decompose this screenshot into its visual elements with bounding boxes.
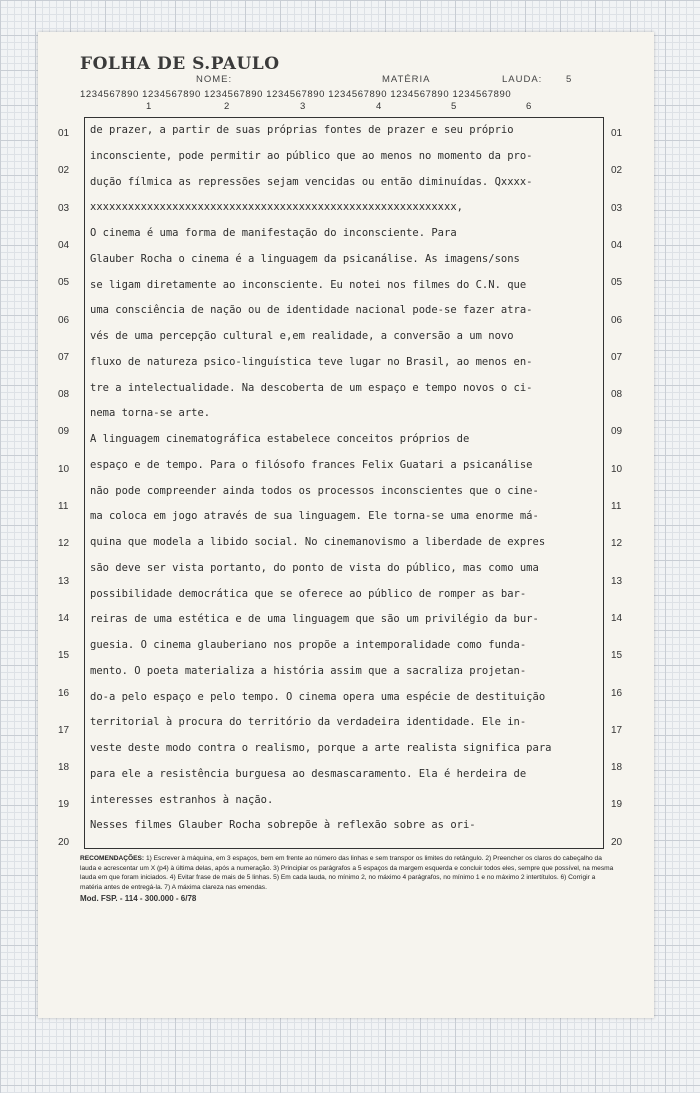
lauda-value: 5 (566, 74, 573, 85)
line-number-right: 03 (611, 202, 623, 214)
line-number-right: 01 (611, 128, 623, 139)
line-number-left: 01 (58, 128, 70, 139)
line-number-left: 07 (58, 351, 70, 363)
typed-line: vés de uma percepção cultural e,em realidade, a conversão a um novo (90, 330, 514, 342)
line-number-right: 09 (611, 426, 623, 438)
typed-line: fluxo de natureza psico-linguística teve lugar no Brasil, ao menos en- (90, 355, 533, 368)
line-number-right: 02 (611, 165, 623, 177)
line-number-left: 13 (58, 575, 70, 587)
column-ruler: 1234567890 1234567890 1234567890 1234567890 1234567890 1234567890 1234567890 (80, 89, 512, 100)
line-number-left: 14 (58, 612, 70, 624)
newspaper-logo: FOLHA DE S.PAULO (80, 54, 280, 74)
line-number-right: 16 (611, 687, 623, 699)
line-number-left: 05 (58, 277, 70, 289)
typed-line: para ele a resistência burguesa ao desmascaramento. Ela é herdeira de (90, 767, 527, 780)
line-number-right: 13 (611, 575, 623, 587)
typed-line: não pode compreender ainda todos os processos inconscientes que o cine- (90, 484, 539, 497)
typed-line: espaço e de tempo. Para o filósofo frances Felix Guatari a psicanálise (90, 458, 533, 471)
line-number-left: 08 (58, 389, 70, 401)
line-number-left: 02 (58, 165, 70, 177)
typed-line: inconsciente, pode permitir ao público que ao menos no momento da pro- (90, 149, 533, 162)
column-marker: 2 (224, 101, 230, 112)
line-number-left: 04 (58, 239, 70, 251)
line-number-left: 12 (58, 538, 70, 550)
line-number-left: 09 (58, 426, 70, 438)
typed-line: possibilidade democrática que se oferece ao público de romper as bar- (90, 587, 527, 600)
typed-line: reiras de uma estética e de uma linguagem que são um privilégio da bur- (90, 613, 539, 626)
line-number-right: 05 (611, 277, 623, 289)
line-number-left: 03 (58, 202, 70, 214)
recommendations-footer (80, 854, 615, 892)
typed-sheet (38, 32, 654, 1018)
line-number-right: 08 (611, 389, 623, 401)
line-number-left: 15 (58, 650, 70, 662)
recommendations-text: 1) Escrever à máquina, em 3 espaços, bem em frente ao número das linhas e sem transpor os limites do retângulo. 2) Preencher os claros do cabeçalho da lauda e acrescentar um X (p4) à última delas, após a numeração. 3) Principiar os parágrafos a 5 espaços da margem esquerda e concluir todos eles, sempre que possível, na mesma lauda em que foram iniciados. 4) Evitar frase de mais de 5 linhas. 5) Em cada lauda, no mínimo 2, no máximo 4 parágrafos, no mínimo 1 e no máximo 2 intertítulos. 6) Corrigir a matéria antes de entregá-la. 7) A máxima clareza nas emendas. (80, 855, 614, 891)
typed-line: territorial à procura do território da verdadeira identidade. Ele in- (90, 716, 527, 729)
typed-line: dução fílmica as repressões sejam vencidas ou então diminuídas. Qxxxx- (90, 175, 533, 188)
line-number-right: 17 (611, 724, 623, 736)
line-number-left: 20 (58, 836, 70, 848)
typed-line: guesia. O cinema glauberiano nos propõe a intemporalidade como funda- (90, 639, 527, 651)
typed-line: quina que modela a libido social. No cinemanovismo a liberdade de expres (90, 536, 546, 548)
typed-line: veste deste modo contra o realismo, porque a arte realista significa para (90, 742, 552, 754)
line-number-left: 11 (58, 501, 69, 512)
lauda-label: LAUDA: (502, 74, 543, 85)
materia-label: MATÉRIA (382, 74, 431, 85)
column-marker: 5 (451, 101, 457, 112)
line-number-right: 11 (611, 501, 622, 512)
line-number-right: 18 (611, 762, 623, 774)
recommendations-heading: RECOMENDAÇÕES: (80, 855, 145, 862)
typed-line: tre a intelectualidade. Na descoberta de um espaço e tempo novos o ci- (90, 381, 533, 394)
typed-line: uma consciência de nação ou de identidade nacional pode-se fazer atra- (90, 304, 533, 317)
typed-line: Nesses filmes Glauber Rocha sobrepõe à reflexão sobre as ori- (90, 819, 476, 832)
column-marker: 6 (526, 101, 532, 112)
line-number-right: 14 (611, 612, 623, 624)
typed-line: O cinema é uma forma de manifestação do inconsciente. Para (90, 227, 457, 239)
typed-line: são deve ser vista portanto, do ponto de vista do público, mas como uma (90, 561, 539, 574)
line-number-right: 04 (611, 239, 623, 251)
typed-line: Glauber Rocha o cinema é a linguagem da psicanálise. As imagens/sons (90, 252, 520, 265)
typed-line: xxxxxxxxxxxxxxxxxxxxxxxxxxxxxxxxxxxxxxxxxxxxxxxxxxxxxxxxxx, (90, 201, 463, 214)
line-number-right: 15 (611, 650, 623, 662)
column-marker: 4 (376, 101, 382, 112)
line-number-left: 10 (58, 463, 70, 475)
line-number-right: 12 (611, 538, 623, 550)
typed-line: ma coloca em jogo através de sua linguagem. Ele torna-se uma enorme má- (90, 510, 539, 523)
typed-line: de prazer, a partir de suas próprias fontes de prazer e seu próprio (90, 124, 514, 136)
line-number-right: 07 (611, 351, 623, 363)
line-number-left: 17 (58, 724, 70, 736)
typed-line: A linguagem cinematográfica estabelece conceitos próprios de (90, 433, 470, 445)
line-number-right: 06 (611, 314, 623, 326)
line-number-left: 18 (58, 762, 70, 774)
column-marker: 1 (146, 101, 152, 112)
typed-line: se ligam diretamente ao inconsciente. Eu notei nos filmes do C.N. que (90, 278, 527, 291)
line-number-right: 20 (611, 836, 623, 848)
line-number-right: 19 (611, 799, 623, 811)
column-marker: 3 (300, 101, 306, 112)
typed-line: do-a pelo espaço e pelo tempo. O cinema opera uma espécie de destituição (90, 690, 546, 703)
typed-line: interesses estranhos à nação. (90, 793, 274, 806)
typed-line: mento. O poeta materializa a história assim que a sacraliza projetan- (90, 664, 527, 677)
line-number-left: 16 (58, 687, 70, 699)
form-code: Mod. FSP. - 114 - 300.000 - 6/78 (80, 894, 197, 903)
line-number-left: 06 (58, 314, 70, 326)
nome-label: NOME: (196, 74, 233, 85)
line-number-left: 19 (58, 799, 70, 811)
line-number-right: 10 (611, 463, 623, 475)
typed-line: nema torna-se arte. (90, 407, 211, 420)
